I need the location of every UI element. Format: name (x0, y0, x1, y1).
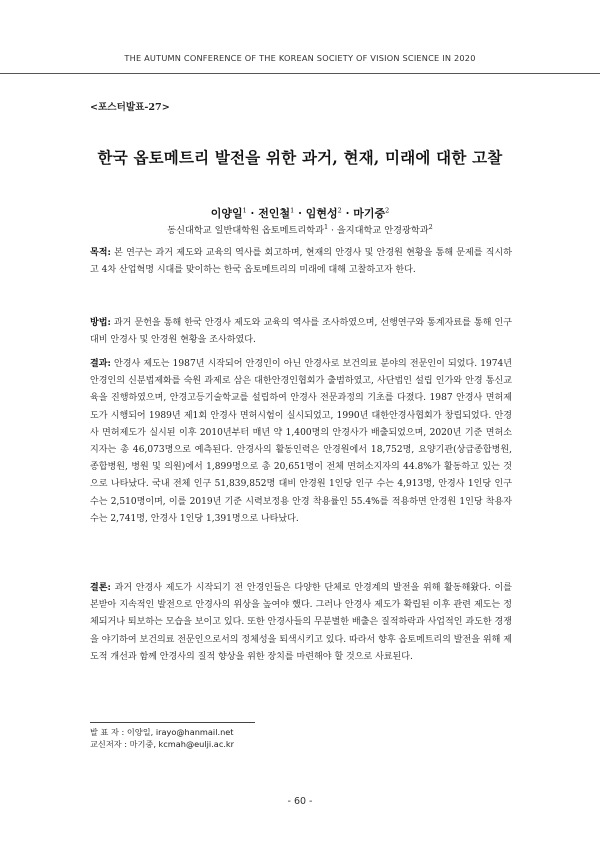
conference-header: THE AUTUMN CONFERENCE OF THE KOREAN SOCIETY OF VISION SCIENCE IN 2020 (124, 53, 476, 63)
affiliation-mark: 2 (428, 222, 433, 231)
author-separator: · (341, 207, 354, 220)
affiliation-name: 동신대학교 일반대학원 옵토메트리학과 (167, 225, 324, 236)
section-text: 본 연구는 과거 제도와 교육의 역사를 회고하며, 현재의 안경사 및 안경원 현황을 통해 문제를 직시하고 4차 산업혁명 시대를 맞이하는 한국 옵토메트리의 미래에 대해 고찰하고자 한다. (90, 248, 512, 276)
page-number: - 60 - (287, 796, 313, 807)
section-text: 안경사 제도는 1987년 시작되어 안경인이 아닌 안경사로 보건의료 분야의 전문인이 되었다. 1974년 안경인의 신분법제화를 숙원 과제로 삼은 대한안경인협회가 출범하였고, 사단법인 설립 인가와 안경 통신교육을 진행하였으며, 안경고등기술학교를 설립하여 안경사 전문과정의 기초를 다졌다. 1987 안경사 면허제도가 시행되어 1989년 제1회 안경사 면허시험이 실시되었고, 1990년 대한안경사협회가 창립되었다. 안경사 면허제도가 실시된 이후 2010년부터 매년 약 1,400명의 안경사가 배출되었으며, 2020년 기준 면허소지자는 총 46,073명으로 예측된다. 안경사의 활동인력은 안경원에서 18,752명, 요양기관(상급종합병원, 종합병원, 병원 및 의원)에서 1,899명으로 총 20,651명이 전체 면허소지자의 44.8%가 활동하고 있는 것으로 나타났다. 국내 전체 인구 51,839,852명 대비 안경원 1인당 인구 수는 4,913명, 안경사 1인당 인구 수는 2,510명이며, 이를 2019년 기준 시력보정용 안경 착용률인 55.4%를 적용하면 안경원 1인당 착용자 수는 2,741명, 안경사 1인당 1,391명으로 나타났다. (90, 359, 512, 524)
section-results (90, 356, 512, 528)
author-name: 임현성 (305, 207, 338, 220)
author-name: 전인철 (258, 207, 291, 220)
affiliation-name: 을지대학교 안경광학과 (336, 225, 429, 236)
author-list (0, 205, 600, 221)
footnote-presenter: 발 표 자 : 이양일, irayo@hanmail.net (90, 727, 234, 737)
section-label: 방법: (90, 318, 111, 328)
affiliation-line (0, 222, 600, 236)
author-affiliation-mark: 1 (242, 206, 247, 215)
affiliation-separator: · (328, 225, 337, 236)
header-rule (0, 73, 600, 74)
author-separator: · (294, 207, 306, 220)
footnote-rule (90, 722, 255, 723)
section-conclusion (90, 580, 512, 666)
paper-title: 한국 옵토메트리 발전을 위한 과거, 현재, 미래에 대한 고찰 (97, 148, 503, 167)
author-affiliation-mark: 1 (290, 206, 295, 215)
section-text: 과거 안경사 제도가 시작되기 전 안경인들은 다양한 단체로 안경계의 발전을 위해 활동해왔다. 이를 본받아 지속적인 발전으로 안경사의 위상을 높여야 했다. 그러나 안경사 제도가 확립된 이후 관련 제도는 정체되거나 퇴보하는 모습을 보이고 있다. 또한 안경사들의 무분별한 배출은 질적하락과 사업적인 과도한 경쟁을 야기하여 보건의료 전문인으로서의 정체성을 퇴색시키고 있다. 따라서 향후 옵토메트리의 발전을 위해 제도적 개선과 함께 안경사의 질적 향상을 위한 장치를 마련해야 할 것으로 사료된다. (90, 583, 512, 662)
footnote-corresponding: 교신저자 : 마기중, kcmah@eulji.ac.kr (90, 739, 235, 749)
author-affiliation-mark: 2 (337, 206, 342, 215)
section-label: 결과: (90, 359, 111, 369)
section-methods (90, 315, 512, 349)
section-label: 목적: (90, 248, 111, 258)
author-name: 마기중 (353, 207, 386, 220)
section-text: 과거 문헌을 통해 한국 안경사 제도와 교육의 역사를 조사하였으며, 선행연구와 통계자료를 통해 인구대비 안경사 및 안경원 현황을 조사하였다. (90, 318, 512, 346)
author-affiliation-mark: 2 (385, 206, 390, 215)
poster-id: <포스터발표-27> (90, 102, 170, 113)
section-label: 결론: (90, 583, 111, 593)
affiliation-mark: 1 (324, 222, 329, 231)
section-purpose (90, 245, 512, 279)
author-name: 이양일 (210, 207, 243, 220)
author-separator: · (246, 207, 259, 220)
